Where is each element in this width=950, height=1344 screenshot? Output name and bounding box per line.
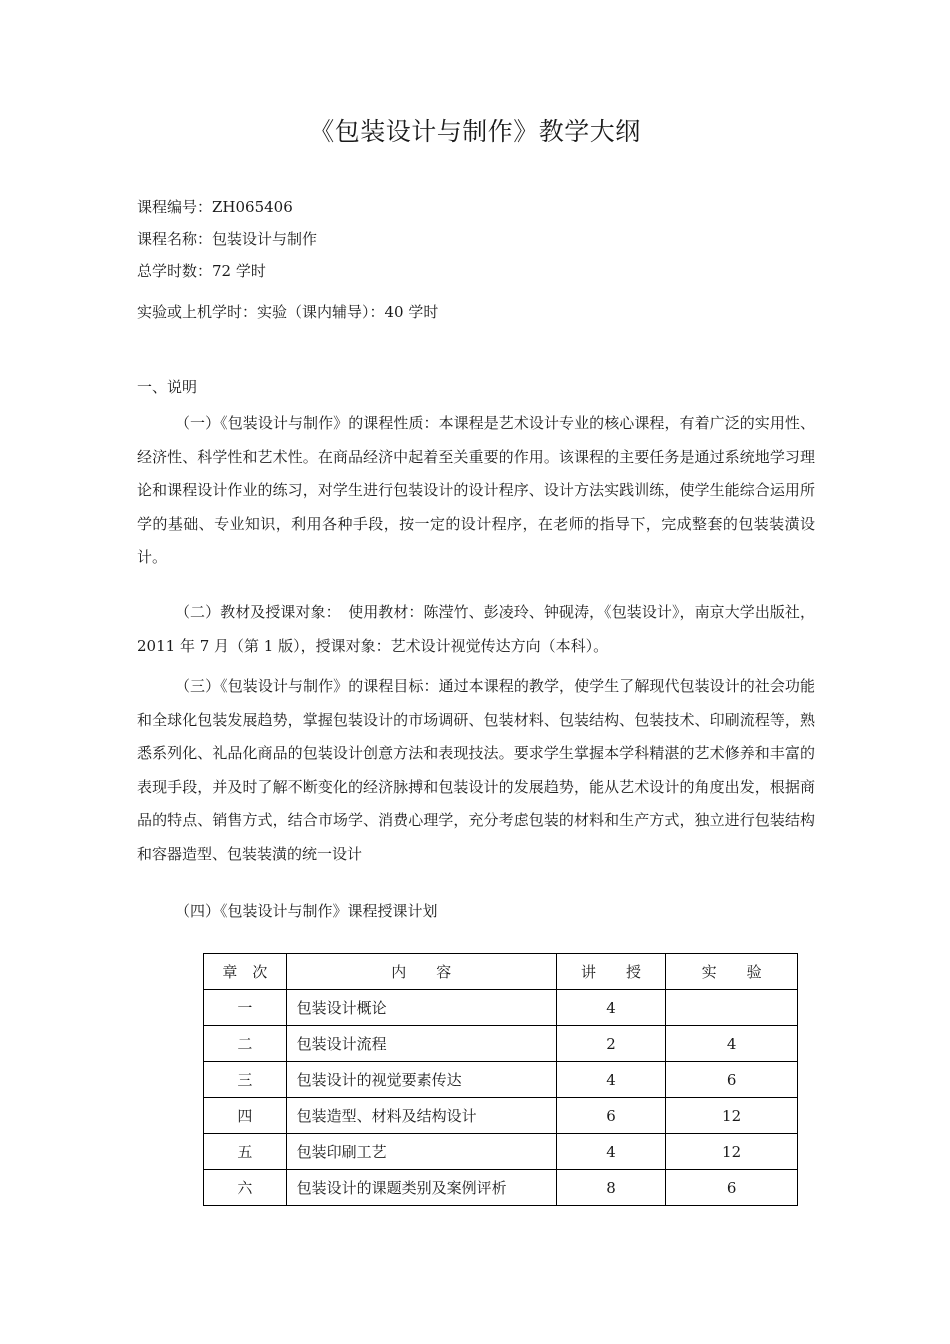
cell-content: 包装设计流程 xyxy=(286,1026,556,1062)
header-chapter: 章 次 xyxy=(204,954,287,990)
cell-lab: 12 xyxy=(666,1134,798,1170)
paragraph-textbook: （二）教材及授课对象： 使用教材：陈滢竹、彭凌玲、钟砚涛，《包装设计》，南京大学出版社，2011 年 7 月（第 1 版），授课对象：艺术设计视觉传达方向（本科）。 xyxy=(137,603,815,655)
section-heading: 一、说明 xyxy=(137,378,198,396)
header-lecture: 讲 授 xyxy=(556,954,665,990)
course-code: 课程编号：ZH065406 xyxy=(137,198,293,216)
cell-chapter: 五 xyxy=(204,1134,287,1170)
cell-lecture: 4 xyxy=(556,990,665,1026)
table-row xyxy=(204,1170,798,1206)
cell-lab xyxy=(666,990,798,1026)
cell-chapter: 二 xyxy=(204,1026,287,1062)
course-name: 课程名称：包装设计与制作 xyxy=(137,230,318,248)
cell-lecture: 4 xyxy=(556,1062,665,1098)
cell-chapter: 六 xyxy=(204,1170,287,1206)
cell-lab: 6 xyxy=(666,1170,798,1206)
cell-content: 包装印刷工艺 xyxy=(286,1134,556,1170)
cell-chapter: 四 xyxy=(204,1098,287,1134)
paragraph-teaching-plan: （四）《包装设计与制作》课程授课计划 xyxy=(175,902,438,920)
cell-content: 包装设计的视觉要素传达 xyxy=(286,1062,556,1098)
cell-lab: 4 xyxy=(666,1026,798,1062)
teaching-plan-table xyxy=(203,953,798,1206)
header-lab: 实 验 xyxy=(666,954,798,990)
table-row xyxy=(204,1098,798,1134)
paragraph-course-nature: （一）《包装设计与制作》的课程性质：本课程是艺术设计专业的核心课程，有着广泛的实用性、经济性、科学性和艺术性。在商品经济中起着至关重要的作用。该课程的主要任务是通过系统地学习理论和课程设计作业的练习，对学生进行包装设计的设计程序、设计方法实践训练，使学生能综合运用所学的基础、专业知识，利用各种手段，按一定的设计程序，在老师的指导下，完成整套的包装装潢设计。 xyxy=(137,414,815,566)
cell-content: 包装设计的课题类别及案例评析 xyxy=(286,1170,556,1206)
cell-lab: 12 xyxy=(666,1098,798,1134)
cell-chapter: 一 xyxy=(204,990,287,1026)
table-row xyxy=(204,1134,798,1170)
cell-content: 包装造型、材料及结构设计 xyxy=(286,1098,556,1134)
cell-lecture: 8 xyxy=(556,1170,665,1206)
paragraph-course-goals: （三）《包装设计与制作》的课程目标：通过本课程的教学，使学生了解现代包装设计的社会功能和全球化包装发展趋势，掌握包装设计的市场调研、包装材料、包装结构、包装技术、印刷流程等，熟悉系列化、礼品化商品的包装设计创意方法和表现技法。要求学生掌握本学科精湛的艺术修养和丰富的表现手段，并及时了解不断变化的经济脉搏和包装设计的发展趋势，能从艺术设计的角度出发，根据商品的特点、销售方式，结合市场学、消费心理学，充分考虑包装的材料和生产方式，独立进行包装结构和容器造型、包装装潢的统一设计 xyxy=(137,677,815,863)
table-row xyxy=(204,990,798,1026)
cell-lab: 6 xyxy=(666,1062,798,1098)
lab-hours: 实验或上机学时：实验（课内辅导）：40 学时 xyxy=(137,303,439,321)
cell-lecture: 4 xyxy=(556,1134,665,1170)
total-hours: 总学时数：72 学时 xyxy=(137,262,266,280)
cell-chapter: 三 xyxy=(204,1062,287,1098)
header-content: 内 容 xyxy=(286,954,556,990)
document-title: 《包装设计与制作》教学大纲 xyxy=(309,117,641,146)
cell-lecture: 6 xyxy=(556,1098,665,1134)
table-header-row xyxy=(204,954,798,990)
table-row xyxy=(204,1062,798,1098)
cell-lecture: 2 xyxy=(556,1026,665,1062)
cell-content: 包装设计概论 xyxy=(286,990,556,1026)
table-row xyxy=(204,1026,798,1062)
